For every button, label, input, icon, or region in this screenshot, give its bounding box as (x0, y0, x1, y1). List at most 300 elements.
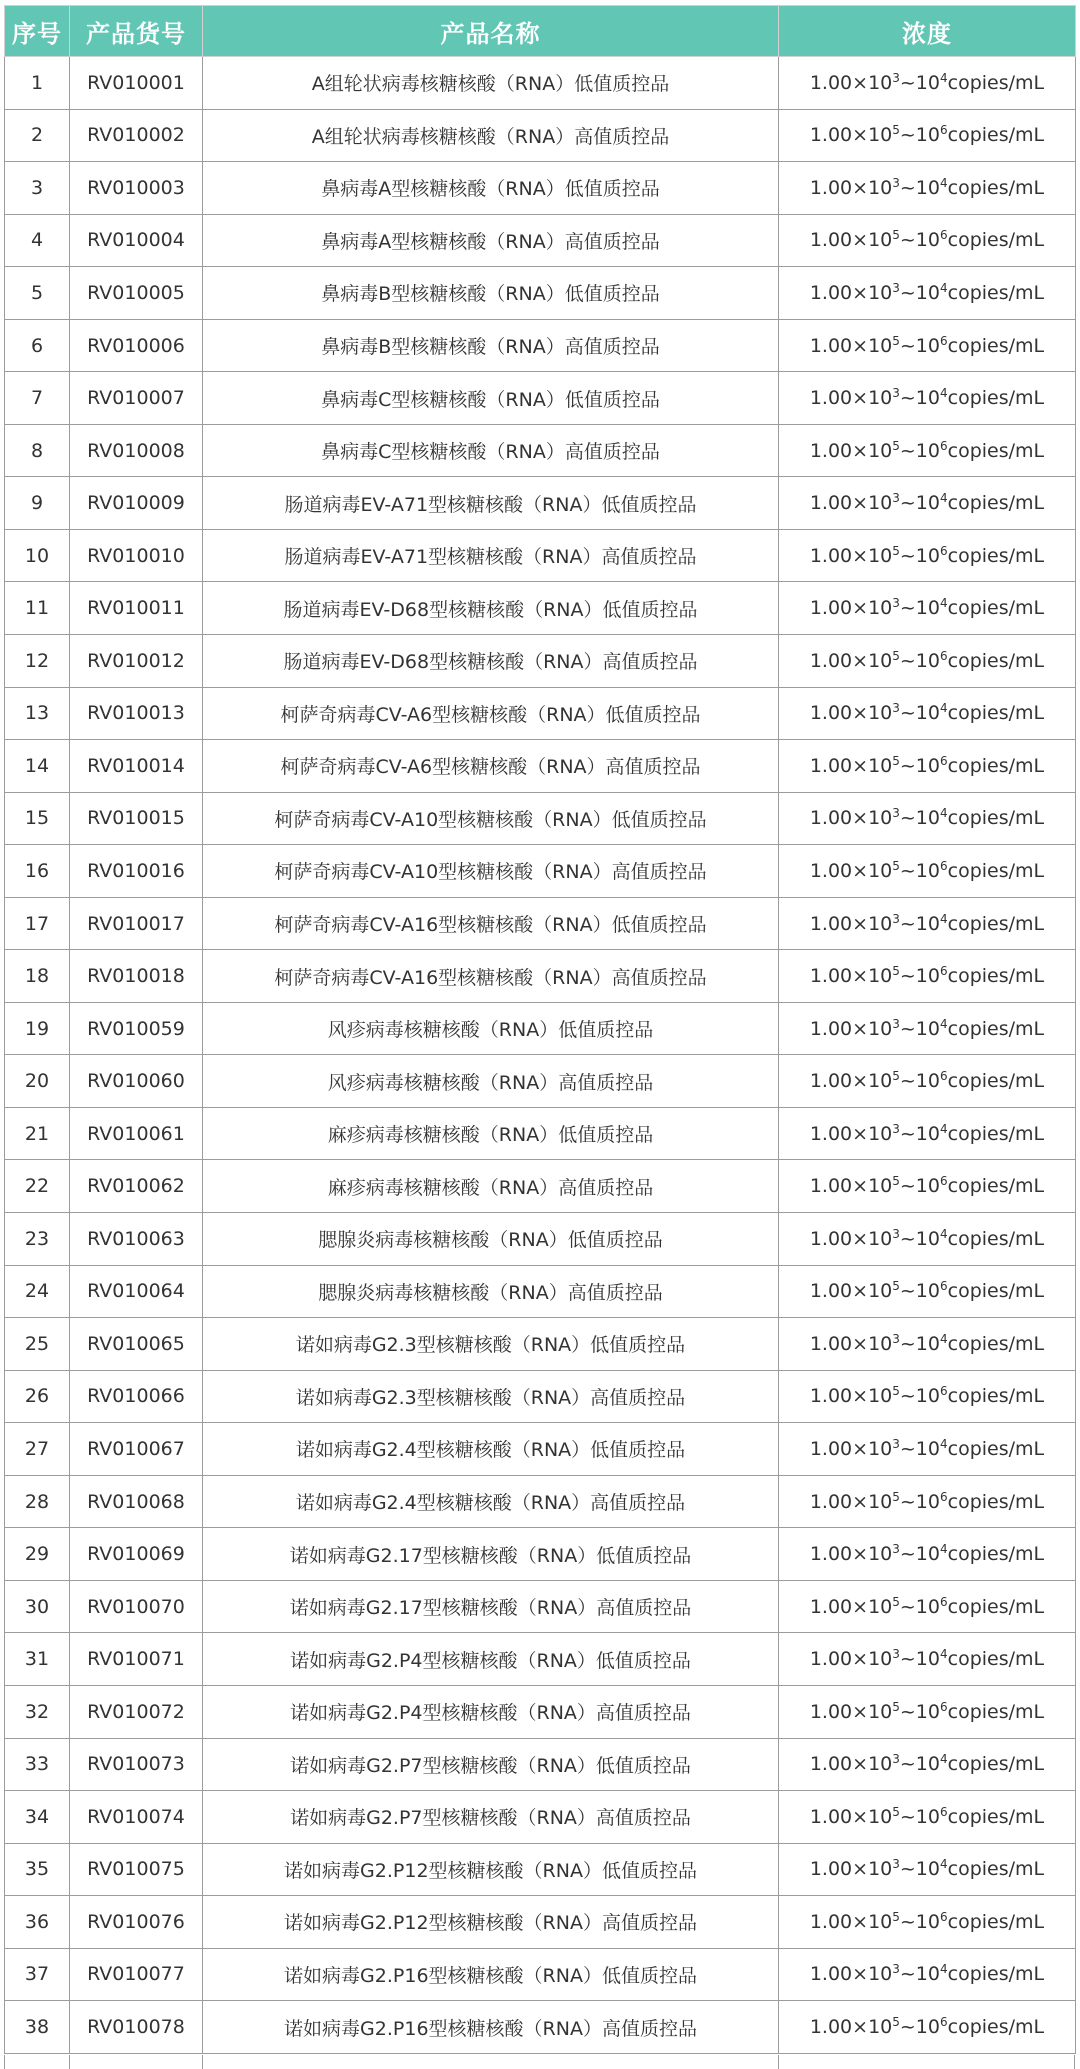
cell-product-name: 诺如病毒G2.P12型核糖核酸（RNA）低值质控品 (203, 1843, 779, 1896)
cell-product-name: 肠道病毒EV-A71型核糖核酸（RNA）高值质控品 (203, 529, 779, 582)
conc-range-sep: ~10 (899, 1385, 940, 1408)
cell-no: 34 (5, 1791, 70, 1844)
conc-unit: copies/mL (947, 492, 1045, 515)
cell-sku: RV010013 (70, 687, 203, 740)
conc-range-sep: ~10 (899, 597, 940, 620)
conc-unit: copies/mL (947, 1122, 1045, 1145)
product-table (4, 5, 1076, 2054)
cell-concentration (779, 1370, 1076, 1423)
conc-exponent-high: 6 (940, 2015, 948, 2029)
header-row (5, 6, 1076, 57)
conc-unit: copies/mL (947, 1175, 1045, 1198)
cell-no: 38 (5, 2001, 70, 2054)
cell-product-name: 诺如病毒G2.3型核糖核酸（RNA）高值质控品 (203, 1370, 779, 1423)
table-row (5, 1370, 1076, 1423)
cell-sku: RV010001 (70, 57, 203, 110)
table-row (5, 1580, 1076, 1633)
conc-mantissa: 1.00×10 (809, 124, 893, 147)
table-row (5, 687, 1076, 740)
cell-product-name: 肠道病毒EV-D68型核糖核酸（RNA）低值质控品 (203, 582, 779, 635)
conc-unit: copies/mL (947, 1910, 1045, 1933)
cell-concentration (779, 1948, 1076, 2001)
conc-exponent-high: 4 (940, 1962, 948, 1977)
table-row (5, 424, 1076, 477)
conc-mantissa: 1.00×10 (809, 1700, 893, 1723)
conc-unit: copies/mL (947, 71, 1045, 94)
table-row (5, 372, 1076, 425)
conc-exponent-low: 5 (892, 1489, 900, 1504)
cell-concentration (779, 740, 1076, 793)
cell-no: 20 (5, 1055, 70, 1108)
conc-range-sep: ~10 (899, 702, 940, 725)
cell-concentration (779, 162, 1076, 215)
cell-no: 30 (5, 1580, 70, 1633)
cell-concentration (779, 1213, 1076, 1266)
cell-sku: RV010005 (70, 267, 203, 320)
cell-no: 1 (5, 57, 70, 110)
conc-mantissa: 1.00×10 (809, 544, 893, 567)
conc-range-sep: ~10 (899, 1490, 940, 1513)
table-header (5, 6, 1076, 57)
cell-sku: RV010004 (70, 214, 203, 267)
cell-sku: RV010060 (70, 1055, 203, 1108)
cell-no: 23 (5, 1213, 70, 1266)
conc-unit: copies/mL (947, 649, 1045, 672)
cell-concentration (779, 1160, 1076, 1213)
conc-exponent-high: 6 (940, 753, 948, 768)
cell-concentration (779, 1843, 1076, 1896)
conc-mantissa: 1.00×10 (809, 1122, 893, 1145)
cell-no: 14 (5, 740, 70, 793)
conc-unit: copies/mL (947, 334, 1045, 357)
cell-concentration (779, 2001, 1076, 2054)
cell-no: 31 (5, 1633, 70, 1686)
conc-exponent-low: 5 (892, 753, 900, 768)
conc-exponent-low: 3 (892, 175, 900, 190)
conc-unit: copies/mL (947, 1385, 1045, 1408)
cell-no: 8 (5, 424, 70, 477)
cell-sku: RV010011 (70, 582, 203, 635)
cell-no: 6 (5, 319, 70, 372)
conc-mantissa: 1.00×10 (809, 1543, 893, 1566)
conc-unit: copies/mL (947, 2016, 1045, 2038)
conc-unit: copies/mL (947, 229, 1045, 252)
conc-exponent-low: 5 (892, 438, 900, 453)
cell-sku: RV010067 (70, 1423, 203, 1476)
cell-concentration (779, 687, 1076, 740)
conc-exponent-high: 4 (940, 1121, 948, 1136)
cell-no: 3 (5, 162, 70, 215)
cell-sku: RV010059 (70, 1002, 203, 1055)
table-body (5, 57, 1076, 2054)
conc-mantissa: 1.00×10 (809, 859, 893, 882)
conc-range-sep: ~10 (899, 1017, 940, 1040)
cell-no: 5 (5, 267, 70, 320)
cell-concentration (779, 1055, 1076, 1108)
conc-exponent-low: 3 (892, 1331, 900, 1346)
cell-sku: RV010072 (70, 1685, 203, 1738)
table-row (5, 1791, 1076, 1844)
conc-exponent-low: 3 (892, 1857, 900, 1872)
conc-unit: copies/mL (947, 1437, 1045, 1460)
cell-no: 36 (5, 1896, 70, 1949)
table-row (5, 635, 1076, 688)
cell-product-name: 麻疹病毒核糖核酸（RNA）高值质控品 (203, 1160, 779, 1213)
conc-exponent-low: 5 (892, 123, 900, 138)
conc-exponent-high: 4 (940, 1542, 948, 1557)
cell-product-name: 鼻病毒B型核糖核酸（RNA）低值质控品 (203, 267, 779, 320)
cell-concentration (779, 1896, 1076, 1949)
conc-exponent-high: 4 (940, 701, 948, 716)
cell-concentration (779, 792, 1076, 845)
conc-exponent-low: 3 (892, 1121, 900, 1136)
conc-exponent-low: 5 (892, 1594, 900, 1609)
cell-concentration (779, 1265, 1076, 1318)
conc-range-sep: ~10 (899, 1070, 940, 1093)
conc-mantissa: 1.00×10 (809, 1280, 893, 1303)
conc-exponent-low: 5 (892, 858, 900, 873)
conc-exponent-high: 4 (940, 911, 948, 926)
cell-concentration (779, 582, 1076, 635)
cell-concentration (779, 372, 1076, 425)
cell-product-name: 诺如病毒G2.P7型核糖核酸（RNA）高值质控品 (203, 1791, 779, 1844)
cell-concentration (779, 1423, 1076, 1476)
cell-concentration (779, 845, 1076, 898)
conc-exponent-high: 4 (940, 1016, 948, 1031)
table-row (5, 1107, 1076, 1160)
conc-exponent-low: 5 (892, 1279, 900, 1294)
conc-unit: copies/mL (947, 1963, 1045, 1986)
conc-range-sep: ~10 (899, 2016, 940, 2038)
conc-exponent-low: 5 (892, 964, 900, 979)
conc-unit: copies/mL (947, 912, 1045, 935)
conc-exponent-high: 6 (940, 648, 948, 663)
conc-exponent-high: 4 (940, 386, 948, 401)
cell-sku: RV010066 (70, 1370, 203, 1423)
table-row (5, 2001, 1076, 2054)
conc-exponent-low: 3 (892, 596, 900, 611)
conc-mantissa: 1.00×10 (809, 439, 893, 462)
conc-exponent-high: 6 (940, 1489, 948, 1504)
cell-product-name: 柯萨奇病毒CV-A16型核糖核酸（RNA）低值质控品 (203, 897, 779, 950)
cell-concentration (779, 477, 1076, 530)
cell-product-name: 诺如病毒G2.P16型核糖核酸（RNA）高值质控品 (203, 2001, 779, 2054)
cell-no: 29 (5, 1528, 70, 1581)
table-row (5, 1896, 1076, 1949)
conc-range-sep: ~10 (899, 1175, 940, 1198)
conc-range-sep: ~10 (899, 1700, 940, 1723)
cell-product-name: 柯萨奇病毒CV-A6型核糖核酸（RNA）低值质控品 (203, 687, 779, 740)
conc-exponent-high: 6 (940, 1699, 948, 1714)
conc-exponent-low: 3 (892, 280, 900, 295)
cell-concentration (779, 529, 1076, 582)
cell-sku: RV010010 (70, 529, 203, 582)
conc-unit: copies/mL (947, 1700, 1045, 1723)
cell-concentration (779, 57, 1076, 110)
conc-mantissa: 1.00×10 (809, 807, 893, 830)
cell-concentration (779, 897, 1076, 950)
cell-product-name: 柯萨奇病毒CV-A10型核糖核酸（RNA）高值质控品 (203, 845, 779, 898)
conc-range-sep: ~10 (899, 1648, 940, 1671)
table-row (5, 1213, 1076, 1266)
cell-no: 2 (5, 109, 70, 162)
cell-sku: RV010076 (70, 1896, 203, 1949)
table-row (5, 1265, 1076, 1318)
conc-exponent-low: 3 (892, 1016, 900, 1031)
cell-product-name: 鼻病毒A型核糖核酸（RNA）低值质控品 (203, 162, 779, 215)
cell-sku: RV010061 (70, 1107, 203, 1160)
conc-mantissa: 1.00×10 (809, 912, 893, 935)
cell-concentration (779, 319, 1076, 372)
cell-sku: RV010003 (70, 162, 203, 215)
table-row (5, 1948, 1076, 2001)
cell-no: 19 (5, 1002, 70, 1055)
conc-range-sep: ~10 (899, 124, 940, 147)
cell-no: 18 (5, 950, 70, 1003)
cell-sku: RV010071 (70, 1633, 203, 1686)
table-row (5, 897, 1076, 950)
cell-concentration (779, 1738, 1076, 1791)
conc-range-sep: ~10 (899, 1963, 940, 1986)
conc-mantissa: 1.00×10 (809, 754, 893, 777)
cell-product-name: 诺如病毒G2.4型核糖核酸（RNA）低值质控品 (203, 1423, 779, 1476)
conc-exponent-low: 3 (892, 911, 900, 926)
conc-exponent-high: 6 (940, 228, 948, 243)
conc-exponent-high: 4 (940, 806, 948, 821)
conc-exponent-low: 5 (892, 648, 900, 663)
table-row (5, 529, 1076, 582)
cell-sku: RV010077 (70, 1948, 203, 2001)
table-row (5, 582, 1076, 635)
cell-sku: RV010018 (70, 950, 203, 1003)
cell-product-name: 诺如病毒G2.P4型核糖核酸（RNA）低值质控品 (203, 1633, 779, 1686)
conc-unit: copies/mL (947, 1753, 1045, 1776)
cell-no: 10 (5, 529, 70, 582)
cell-product-name: 诺如病毒G2.P16型核糖核酸（RNA）低值质控品 (203, 1948, 779, 2001)
conc-range-sep: ~10 (899, 281, 940, 304)
conc-unit: copies/mL (947, 124, 1045, 147)
table-row (5, 1738, 1076, 1791)
cell-sku: RV010064 (70, 1265, 203, 1318)
cell-product-name: 麻疹病毒核糖核酸（RNA）低值质控品 (203, 1107, 779, 1160)
conc-mantissa: 1.00×10 (809, 1910, 893, 1933)
conc-mantissa: 1.00×10 (809, 2016, 893, 2038)
conc-mantissa: 1.00×10 (809, 387, 893, 410)
conc-exponent-low: 5 (892, 2015, 900, 2029)
conc-exponent-high: 4 (940, 175, 948, 190)
conc-mantissa: 1.00×10 (809, 229, 893, 252)
table-row (5, 1843, 1076, 1896)
cell-concentration (779, 1107, 1076, 1160)
conc-exponent-high: 4 (940, 1226, 948, 1241)
cell-product-name: 诺如病毒G2.3型核糖核酸（RNA）低值质控品 (203, 1318, 779, 1371)
cell-no: 24 (5, 1265, 70, 1318)
cell-product-name: 鼻病毒B型核糖核酸（RNA）高值质控品 (203, 319, 779, 372)
conc-mantissa: 1.00×10 (809, 597, 893, 620)
cell-concentration (779, 1475, 1076, 1528)
table-row (5, 1002, 1076, 1055)
conc-exponent-low: 5 (892, 1699, 900, 1714)
conc-exponent-high: 6 (940, 333, 948, 348)
conc-unit: copies/mL (947, 281, 1045, 304)
conc-mantissa: 1.00×10 (809, 1858, 893, 1881)
cell-product-name: 风疹病毒核糖核酸（RNA）低值质控品 (203, 1002, 779, 1055)
conc-mantissa: 1.00×10 (809, 1332, 893, 1355)
conc-range-sep: ~10 (899, 1437, 940, 1460)
cell-sku: RV010069 (70, 1528, 203, 1581)
conc-exponent-high: 4 (940, 1647, 948, 1662)
conc-exponent-low: 3 (892, 1752, 900, 1767)
cell-no: 12 (5, 635, 70, 688)
conc-mantissa: 1.00×10 (809, 1648, 893, 1671)
cell-no: 22 (5, 1160, 70, 1213)
table-row (5, 57, 1076, 110)
conc-unit: copies/mL (947, 1017, 1045, 1040)
conc-range-sep: ~10 (899, 439, 940, 462)
conc-exponent-low: 3 (892, 806, 900, 821)
conc-exponent-high: 6 (940, 123, 948, 138)
conc-exponent-high: 6 (940, 964, 948, 979)
table-continuation (4, 2055, 1075, 2069)
conc-range-sep: ~10 (899, 754, 940, 777)
conc-unit: copies/mL (947, 965, 1045, 988)
cell-concentration (779, 635, 1076, 688)
cell-no: 11 (5, 582, 70, 635)
conc-unit: copies/mL (947, 544, 1045, 567)
conc-range-sep: ~10 (899, 229, 940, 252)
cell-sku: RV010063 (70, 1213, 203, 1266)
conc-unit: copies/mL (947, 439, 1045, 462)
cell-concentration (779, 950, 1076, 1003)
table-row (5, 1475, 1076, 1528)
conc-exponent-high: 6 (940, 1804, 948, 1819)
conc-exponent-high: 6 (940, 1909, 948, 1924)
conc-mantissa: 1.00×10 (809, 702, 893, 725)
conc-range-sep: ~10 (899, 912, 940, 935)
conc-exponent-low: 3 (892, 70, 900, 85)
conc-unit: copies/mL (947, 1858, 1045, 1881)
conc-mantissa: 1.00×10 (809, 281, 893, 304)
cell-sku: RV010068 (70, 1475, 203, 1528)
cell-no: 7 (5, 372, 70, 425)
cell-product-name: 诺如病毒G2.17型核糖核酸（RNA）低值质控品 (203, 1528, 779, 1581)
conc-range-sep: ~10 (899, 492, 940, 515)
cell-product-name: 风疹病毒核糖核酸（RNA）高值质控品 (203, 1055, 779, 1108)
cell-sku: RV010016 (70, 845, 203, 898)
conc-range-sep: ~10 (899, 71, 940, 94)
conc-exponent-high: 4 (940, 596, 948, 611)
header-no: 序号 (5, 6, 70, 57)
cell-concentration (779, 1580, 1076, 1633)
conc-exponent-low: 3 (892, 1962, 900, 1977)
conc-range-sep: ~10 (899, 334, 940, 357)
conc-unit: copies/mL (947, 1227, 1045, 1250)
cell-concentration (779, 109, 1076, 162)
cell-product-name: 鼻病毒C型核糖核酸（RNA）低值质控品 (203, 372, 779, 425)
cell-product-name: 鼻病毒A型核糖核酸（RNA）高值质控品 (203, 214, 779, 267)
conc-range-sep: ~10 (899, 176, 940, 199)
conc-unit: copies/mL (947, 387, 1045, 410)
cell-no: 32 (5, 1685, 70, 1738)
cell-product-name: 诺如病毒G2.P12型核糖核酸（RNA）高值质控品 (203, 1896, 779, 1949)
cell-sku: RV010002 (70, 109, 203, 162)
product-table-container (4, 5, 1075, 2054)
cell-no: 21 (5, 1107, 70, 1160)
conc-unit: copies/mL (947, 1332, 1045, 1355)
conc-unit: copies/mL (947, 807, 1045, 830)
cell-sku: RV010015 (70, 792, 203, 845)
conc-unit: copies/mL (947, 1490, 1045, 1513)
conc-mantissa: 1.00×10 (809, 492, 893, 515)
conc-unit: copies/mL (947, 702, 1045, 725)
conc-range-sep: ~10 (899, 1280, 940, 1303)
cell-product-name: 柯萨奇病毒CV-A16型核糖核酸（RNA）高值质控品 (203, 950, 779, 1003)
conc-mantissa: 1.00×10 (809, 1490, 893, 1513)
table-row (5, 1528, 1076, 1581)
conc-exponent-low: 5 (892, 228, 900, 243)
conc-exponent-high: 4 (940, 280, 948, 295)
conc-range-sep: ~10 (899, 1753, 940, 1776)
cell-sku: RV010078 (70, 2001, 203, 2054)
conc-exponent-low: 5 (892, 543, 900, 558)
conc-unit: copies/mL (947, 754, 1045, 777)
conc-exponent-high: 4 (940, 70, 948, 85)
conc-range-sep: ~10 (899, 544, 940, 567)
cell-product-name: 诺如病毒G2.4型核糖核酸（RNA）高值质控品 (203, 1475, 779, 1528)
conc-exponent-low: 5 (892, 1909, 900, 1924)
conc-range-sep: ~10 (899, 1910, 940, 1933)
cell-concentration (779, 424, 1076, 477)
cell-sku: RV010065 (70, 1318, 203, 1371)
table-row (5, 1685, 1076, 1738)
conc-unit: copies/mL (947, 1805, 1045, 1828)
table-row (5, 319, 1076, 372)
conc-exponent-low: 3 (892, 1647, 900, 1662)
conc-range-sep: ~10 (899, 1858, 940, 1881)
cell-product-name: A组轮状病毒核糖核酸（RNA）低值质控品 (203, 57, 779, 110)
cell-product-name: 诺如病毒G2.P4型核糖核酸（RNA）高值质控品 (203, 1685, 779, 1738)
cell-sku: RV010008 (70, 424, 203, 477)
conc-exponent-low: 3 (892, 1226, 900, 1241)
conc-unit: copies/mL (947, 1070, 1045, 1093)
cell-sku: RV010075 (70, 1843, 203, 1896)
cell-no: 25 (5, 1318, 70, 1371)
table-row (5, 1318, 1076, 1371)
conc-exponent-low: 3 (892, 386, 900, 401)
cell-sku: RV010012 (70, 635, 203, 688)
cell-product-name: 诺如病毒G2.P7型核糖核酸（RNA）低值质控品 (203, 1738, 779, 1791)
conc-mantissa: 1.00×10 (809, 71, 893, 94)
conc-unit: copies/mL (947, 859, 1045, 882)
header-concentration: 浓度 (779, 6, 1076, 57)
conc-exponent-high: 4 (940, 1752, 948, 1767)
cell-sku: RV010062 (70, 1160, 203, 1213)
conc-exponent-high: 6 (940, 1279, 948, 1294)
header-sku: 产品货号 (70, 6, 203, 57)
conc-unit: copies/mL (947, 597, 1045, 620)
conc-range-sep: ~10 (899, 387, 940, 410)
conc-range-sep: ~10 (899, 1332, 940, 1355)
cell-no: 37 (5, 1948, 70, 2001)
conc-unit: copies/mL (947, 176, 1045, 199)
conc-exponent-low: 3 (892, 491, 900, 506)
table-row (5, 109, 1076, 162)
conc-range-sep: ~10 (899, 1227, 940, 1250)
table-row (5, 950, 1076, 1003)
conc-exponent-high: 4 (940, 1331, 948, 1346)
table-row (5, 162, 1076, 215)
cell-product-name: 腮腺炎病毒核糖核酸（RNA）低值质控品 (203, 1213, 779, 1266)
